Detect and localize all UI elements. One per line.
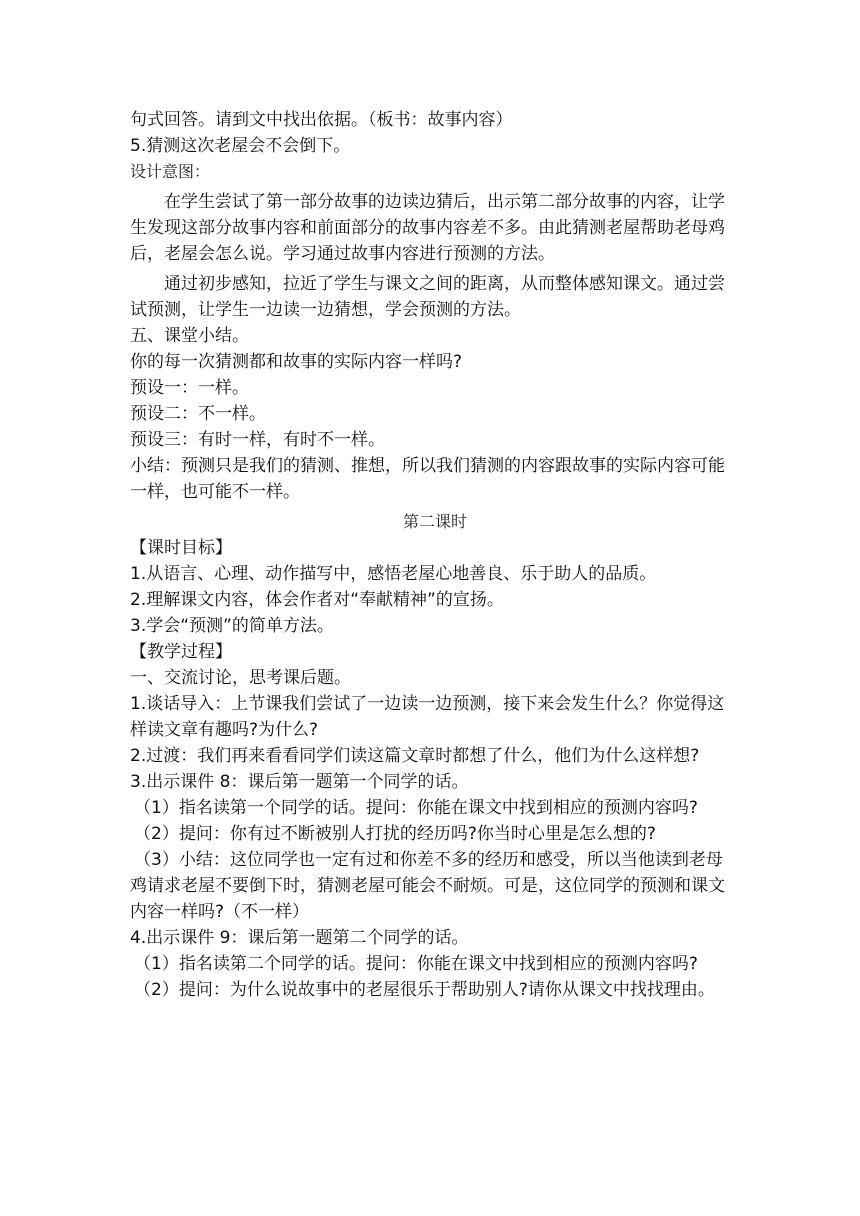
text-line: （2）提问：为什么说故事中的老屋很乐于帮助别人?请你从课文中找找理由。 (134, 980, 715, 1000)
text-line: 预设三：有时一样，有时不一样。 (130, 430, 385, 450)
section-label: 设计意图： (130, 162, 211, 181)
text-line: 2.理解课文内容，体会作者对“奉献精神”的宣扬。 (130, 590, 504, 610)
text-line: 5.猜测这次老屋会不会倒下。 (130, 136, 351, 156)
text-line: 1.从语言、心理、动作描写中，感悟老屋心地善良、乐于助人的品质。 (130, 564, 657, 584)
paragraph-line: 生发现这部分故事内容和前面部分的故事内容差不多。由此猜测老屋帮助老母鸡 (130, 218, 725, 238)
text-line: 预设二：不一样。 (130, 404, 266, 424)
text-line: 句式回答。请到文中找出依据。（板书：故事内容） (130, 110, 513, 130)
paragraph-line: 试预测，让学生一边读一边猜想，学会预测的方法。 (130, 300, 521, 320)
section-heading: 一、交流讨论，思考课后题。 (130, 668, 351, 688)
text-line: （1）指名读第二个同学的话。提问：你能在课文中找到相应的预测内容吗? (134, 954, 698, 974)
paragraph-line: 通过初步感知，拉近了学生与课文之间的距离，从而整体感知课文。通过尝 (164, 274, 725, 294)
text-line: （3）小结：这位同学也一定有过和你差不多的经历和感受，所以当他读到老母 (134, 850, 723, 870)
paragraph-line: 在学生尝试了第一部分故事的边读边猜后，出示第二部分故事的内容，让学 (164, 192, 725, 212)
text-line: 鸡请求老屋不要倒下时，猜测老屋可能会不耐烦。可是，这位同学的预测和课文 (130, 876, 725, 896)
text-line: 一样，也可能不一样。 (130, 482, 300, 502)
text-line: 4.出示课件 9：课后第一题第二个同学的话。 (130, 928, 469, 948)
text-line: 3.出示课件 8：课后第一题第一个同学的话。 (130, 772, 469, 792)
text-line: 样读文章有趣吗?为什么? (130, 720, 319, 740)
text-line: 你的每一次猜测都和故事的实际内容一样吗? (130, 352, 463, 372)
section-heading: 五、课堂小结。 (130, 326, 249, 346)
text-line: 1.谈话导入：上节课我们尝试了一边读一边预测，接下来会发生什么？你觉得这 (130, 694, 725, 714)
paragraph-line: 后，老屋会怎么说。学习通过故事内容进行预测的方法。 (130, 244, 555, 264)
section-heading: 【教学过程】 (130, 642, 232, 662)
text-line: 小结：预测只是我们的猜测、推想，所以我们猜测的内容跟故事的实际内容可能 (130, 456, 725, 476)
lesson-title: 第二课时 (402, 512, 467, 531)
text-line: （1）指名读第一个同学的话。提问：你能在课文中找到相应的预测内容吗? (134, 798, 698, 818)
text-line: 2.过渡：我们再来看看同学们读这篇文章时都想了什么，他们为什么这样想? (130, 746, 700, 766)
text-line: 内容一样吗?（不一样） (130, 902, 310, 922)
text-line: 预设一：一样。 (130, 378, 249, 398)
section-heading: 【课时目标】 (130, 538, 232, 558)
document-body (130, 107, 740, 1003)
text-line: （2）提问：你有过不断被别人打扰的经历吗?你当时心里是怎么想的? (134, 824, 656, 844)
text-line: 3.学会“预测”的简单方法。 (130, 616, 334, 636)
